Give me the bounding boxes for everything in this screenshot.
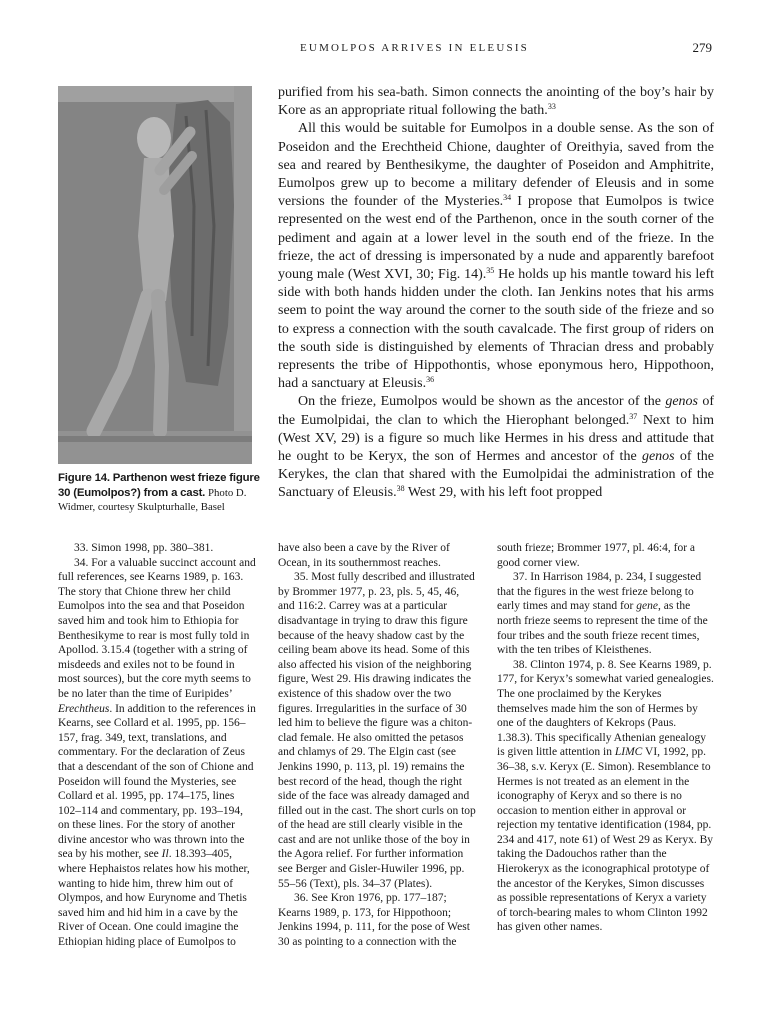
footnote-35: 35. Most fully described and illustrated by Brommer 1977, p. 23, pls. 5, 45, 46, and 116:2. Carrey was at a particular disadvantage in trying to draw this figure because of the heavy shadow cast by the ceiling beam above its head. Some of this also affected his vision of the neighboring figure, West 29. His drawing indicates the existence of this shadow over the two figures. Irregularities in the surface of 30 led him to believe the figure was a chiton-clad female. He also omitted the petasos and chlamys of 29. The Elgin cast (see Jenkins 1990, p. 113, pl. 19) remains the best record of the head, though the right side of the face was already damaged and filled out in the cast. The short curls on top of the head are still clearly visible in the cast and are not unlike those of the boy in the Agora relief. For further information see Berger and Gisler-Huwiler 1996, pp. 55–56 (Text), pls. 34–37 (Plates). bbox=[278, 571, 476, 890]
figure-caption-title: Figure 14. Parthenon west frieze figure 30 (Eumolpos?) from a cast. bbox=[58, 472, 260, 499]
paragraph: All this would be suitable for Eumolpos in a double sense. As the son of Poseidon and the Erechtheid Chione, daughter of Oreithyia, saved from the sea and reared by Benthesikyme, the daughter of Poseidon and Amphitrite, Eumolpos grew up to become a military defender of Eleusis and in some versions the founder of the Mysteries.$^{34}$ I propose that Eumolpos is twice represented on the west end of the Parthenon, once in the south corner of the pediment and again at a lower level in the south end of the frieze. In the frieze, the act of dressing is impersonated by a nude and apparently barefoot young male (West XVI, 30; Fig. 14).$^{35}$ He holds up his mantle toward his left side with both hands hidden under the cloth. Ian Jenkins notes that his arms seem to point the way around the corner to the south side of the frieze and so to express a connection with the south cavalcade. The first group of riders on the south side is distinguished by elements of Thracian dress and probably represents the tribe of Hippothontis, whose eponymous hero, Hippothoon, had a sanctuary at Eleusis.$^{36}$ bbox=[278, 121, 715, 392]
footnote-ref: 35 bbox=[486, 266, 495, 276]
footnote-34: 34. For a valuable succinct account and full references, see Kearns 1989, p. 163. The story that Chione threw her child Eumolpos into the sea and that Poseidon saved him and took him to Ethiopia for Benthesikyme to rear is most fully told in Apollod. 3.15.4 (together with a string of misdeeds and exiles not to be found in most sources), but the core myth seems to be no later than the time of Euripides’ Erechtheus. In addition to the references in Kearns, see Collard et al. 1995, pp. 156–157, frag. 349, text, translations, and commentary. For the declaration of Zeus that a descendant of the son of Chione and Poseidon will found the Mysteries, see Collard et al. 1995, pp. 174–175, lines 102–114 and commentary, pp. 193–194, on these lines. For the story of another divine ancestor who was thrown into the sea by his mother, see Il. 18.393–405, where Hephaistos relates how his mother, wanting to hide him, threw him out of Olympos, and how Eurynome and Thetis saved him and hid him in a cave by the River of Ocean. One could imagine the Ethiopian hiding place of Eumolpos to bbox=[58, 556, 256, 949]
footnotes-column-3 bbox=[497, 541, 714, 935]
footnote-ref: 38 bbox=[396, 484, 405, 494]
footnote-38: 38. Clinton 1974, p. 8. See Kearns 1989, p. 177, for Keryx’s somewhat varied genealogies. The one proclaimed by the Kerykes themselves made him the son of Hermes by one of the daughters of Kekrops (Paus. 1.38.3). This specifically Athenian genealogy is given little attention in LIMC VI, 1992, pp. 36–38, s.v. Keryx (E. Simon). Resemblance to Hermes is not treated as an element in the iconography of Keryx and so there is no occasion to mention either in approval or rejection my tentative identification (1984, pp. 234 and 417, note 61) of West 29 as Keryx. By taking the Dadouchos rather than the Hierokeryx as the iconographical prototype of the ancestor of the Kerykes, Simon discusses as possible representations of Keryx a variety of torch-bearing males to whom Clinton 1992 has given other names. bbox=[497, 658, 714, 934]
footnote-34-continued: have also been a cave by the River of Ocean, in its southernmost reaches. bbox=[278, 542, 450, 569]
footnotes-column-2 bbox=[278, 541, 476, 950]
figure-caption bbox=[58, 471, 268, 515]
footnote-37: 37. In Harrison 1984, p. 234, I suggested that the figures in the west frieze belong to early times and may stand for gene, as the north frieze seems to represent the time of the four tribes and the south frieze recent times, with the ten tribes of Kleisthenes. bbox=[497, 571, 708, 657]
footnote-33: 33. Simon 1998, pp. 380–381. bbox=[74, 542, 214, 554]
footnote-ref: 37 bbox=[629, 411, 638, 421]
paragraph: purified from his sea-bath. Simon connects the anointing of the boy’s hair by Kore as an appropriate ritual following the bath.$^{33}$ bbox=[278, 85, 714, 119]
footnote-ref: 33 bbox=[547, 102, 556, 112]
running-header: EUMOLPOS ARRIVES IN ELEUSIS bbox=[300, 42, 529, 54]
footnotes-column-1 bbox=[58, 541, 256, 950]
footnote-36: 36. See Kron 1976, pp. 177–187; Kearns 1989, p. 173, for Hippothoon; Jenkins 1994, p. 111, for the pose of West 30 as pointing to a connection with the bbox=[278, 892, 470, 949]
main-body-text bbox=[278, 84, 714, 503]
figure-caption-credit: Photo D. Widmer, courtesy Skulpturhalle, Basel bbox=[58, 486, 247, 513]
eumolpos-relief-illustration bbox=[58, 86, 252, 464]
footnote-ref: 36 bbox=[426, 375, 435, 385]
page-number: 279 bbox=[692, 40, 712, 55]
footnote-ref: 34 bbox=[503, 193, 512, 203]
paragraph: On the frieze, Eumolpos would be shown as the ancestor of the genos of the Eumolpidai, the clan to which the Hierophant belonged.$^{37}$ Next to him (West XV, 29) is a figure so much like Hermes in his dress and attitude that he ought to be Keryx, the son of Hermes and ancestor of the genos of the Kerykes, the clan that shared with the Eumolpidai the administration of the Sanctuary of Eleusis.$^{38}$ West 29, with his left foot propped bbox=[278, 394, 714, 501]
frieze-figure-photo bbox=[58, 86, 252, 464]
footnote-36-continued: south frieze; Brommer 1977, pl. 46:4, for a good corner view. bbox=[497, 542, 696, 569]
